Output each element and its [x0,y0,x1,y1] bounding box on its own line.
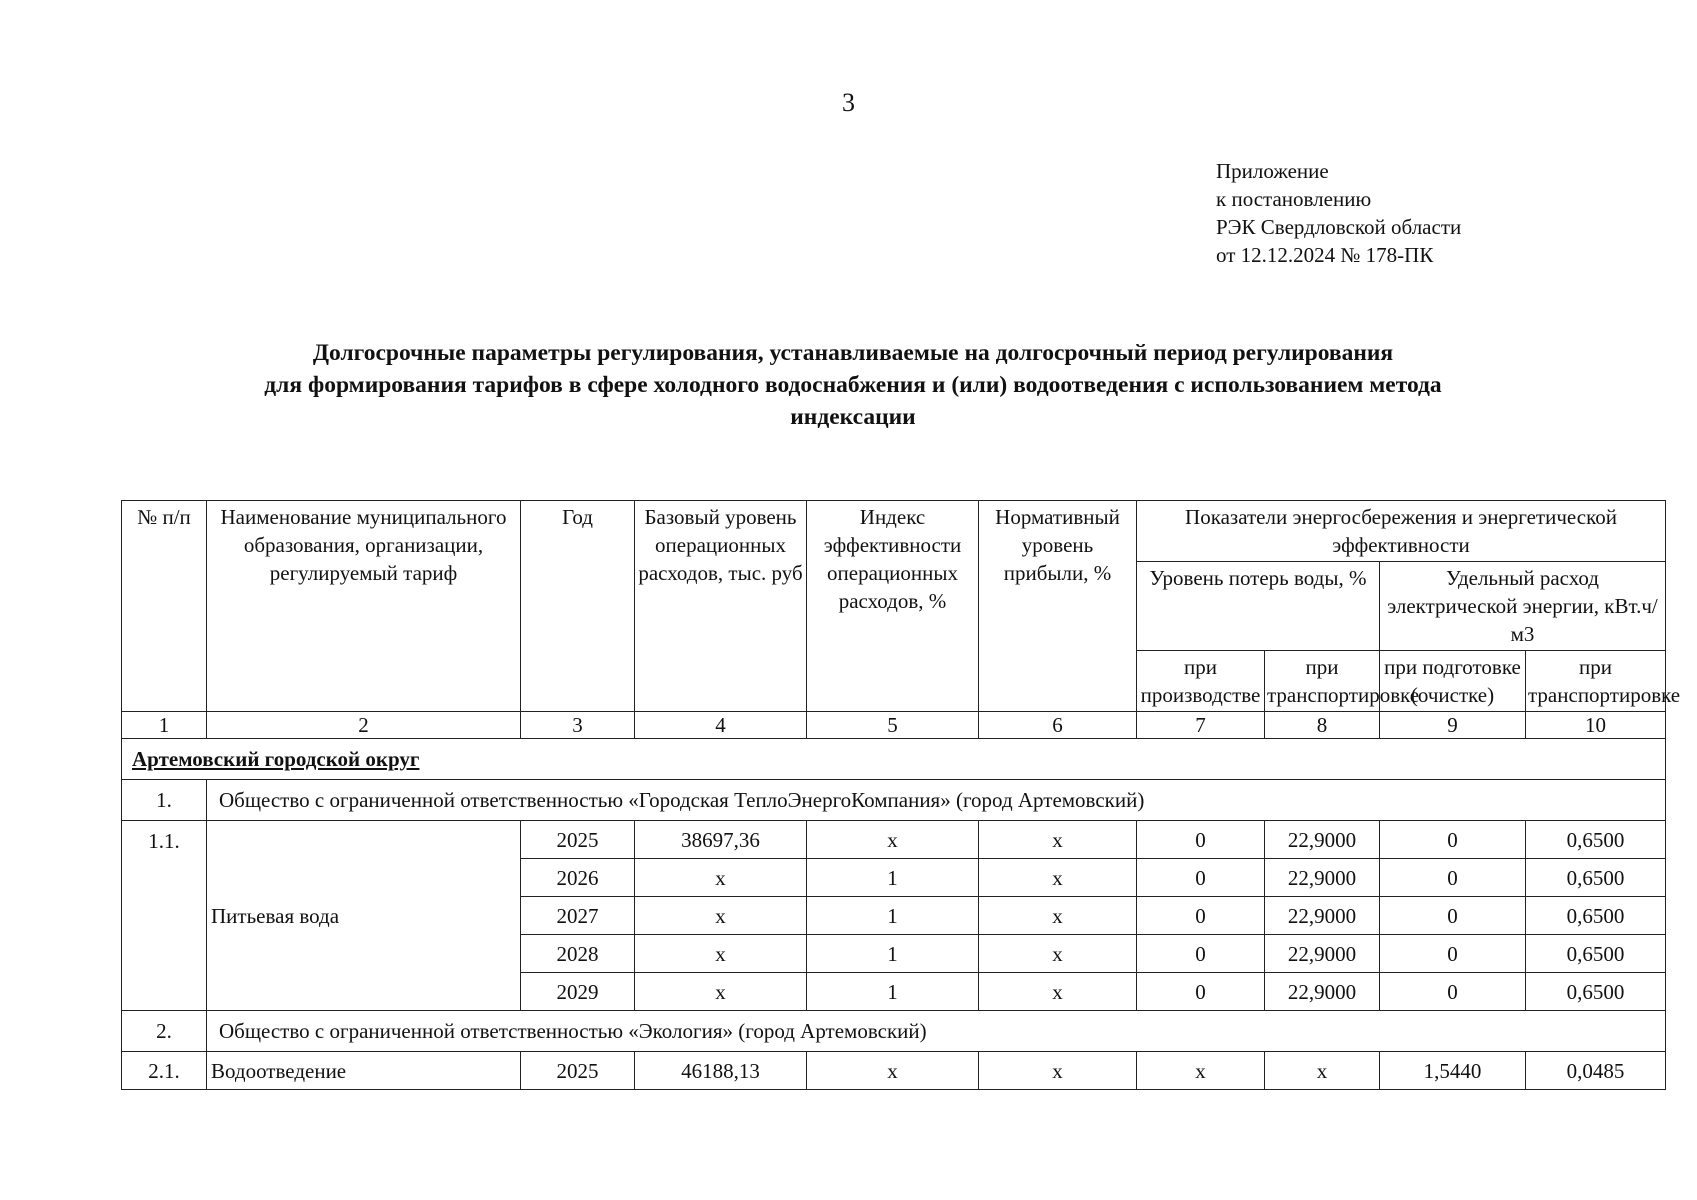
appendix-line: Приложение [1216,159,1329,183]
header-year: Год [521,501,635,712]
header-name: Наименование муниципального образования, организации, регулируемый тариф [207,501,521,712]
cell-year: 2026 [521,859,635,897]
cell-power-transport: 0,6500 [1526,897,1666,935]
cell-loss-transport: 22,9000 [1265,935,1380,973]
header-power-group: Удельный расход электрической энергии, кВт.ч/м3 [1380,562,1666,651]
cell-power-treatment: 0 [1380,935,1526,973]
organization-name: Общество с ограниченной ответственностью «Городская ТеплоЭнергоКомпания» (город Артемовский) [207,780,1666,821]
cell-base-opex: 46188,13 [635,1052,807,1090]
title-line: для формирования тарифов в сфере холодного водоснабжения и (или) водоотведения с использованием метода [264,372,1442,398]
header-profit-level: Нормативный уровень прибыли, % [979,501,1137,712]
appendix-line: от 12.12.2024 № 178-ПК [1216,243,1434,267]
cell-power-transport: 0,6500 [1526,821,1666,859]
column-number: 8 [1265,712,1380,739]
organization-name: Общество с ограниченной ответственностью «Экология» (город Артемовский) [207,1011,1666,1052]
cell-loss-transport: 22,9000 [1265,897,1380,935]
cell-power-transport: 0,6500 [1526,973,1666,1011]
table-row [122,821,1666,859]
header-base-opex: Базовый уровень операционных расходов, тыс. руб [635,501,807,712]
cell-year: 2029 [521,973,635,1011]
cell-loss-transport: x [1265,1052,1380,1090]
cell-efficiency-index: 1 [807,859,979,897]
appendix-line: к постановлению [1216,187,1372,211]
cell-loss-transport: 22,9000 [1265,973,1380,1011]
cell-loss-production: 0 [1137,973,1265,1011]
item-number: 1.1. [122,821,207,1011]
cell-year: 2025 [521,821,635,859]
cell-loss-production: 0 [1137,859,1265,897]
cell-year: 2028 [521,935,635,973]
column-number: 7 [1137,712,1265,739]
cell-profit-level: x [979,897,1137,935]
cell-loss-transport: 22,9000 [1265,859,1380,897]
cell-profit-level: x [979,859,1137,897]
cell-efficiency-index: x [807,1052,979,1090]
tariff-name: Питьевая вода [207,821,521,1011]
municipality-row [122,739,1666,780]
cell-power-treatment: 0 [1380,821,1526,859]
header-loss-group: Уровень потерь воды, % [1137,562,1380,651]
cell-base-opex: x [635,897,807,935]
cell-efficiency-index: 1 [807,897,979,935]
column-number: 5 [807,712,979,739]
cell-loss-production: 0 [1137,897,1265,935]
tariff-name: Водоотведение [207,1052,521,1090]
column-number: 9 [1380,712,1526,739]
cell-base-opex: x [635,973,807,1011]
appendix-line: РЭК Свердловской области [1216,215,1462,239]
header-num: № п/п [122,501,207,712]
header-power-transport: при транспортировке [1526,651,1666,712]
cell-power-transport: 0,0485 [1526,1052,1666,1090]
header-power-treatment: при подготовке (очистке) [1380,651,1526,712]
column-number: 6 [979,712,1137,739]
cell-profit-level: x [979,1052,1137,1090]
header-loss-production: при производстве [1137,651,1265,712]
cell-power-treatment: 1,5440 [1380,1052,1526,1090]
cell-base-opex: x [635,859,807,897]
column-number: 2 [207,712,521,739]
cell-year: 2025 [521,1052,635,1090]
cell-efficiency-index: 1 [807,935,979,973]
cell-power-treatment: 0 [1380,897,1526,935]
column-number: 4 [635,712,807,739]
header-loss-transport: при транспортировке [1265,651,1380,712]
cell-base-opex: 38697,36 [635,821,807,859]
table-row [122,1052,1666,1090]
column-number: 1 [122,712,207,739]
cell-power-transport: 0,6500 [1526,935,1666,973]
cell-power-transport: 0,6500 [1526,859,1666,897]
column-number: 3 [521,712,635,739]
municipality-name: Артемовский городской округ [122,739,1666,780]
appendix-block [1216,157,1461,269]
organization-number: 2. [122,1011,207,1052]
cell-power-treatment: 0 [1380,973,1526,1011]
cell-profit-level: x [979,973,1137,1011]
organization-number: 1. [122,780,207,821]
column-number-row [122,712,1666,739]
organization-row [122,780,1666,821]
cell-power-treatment: 0 [1380,859,1526,897]
parameters-table [121,500,1681,1090]
cell-loss-production: x [1137,1052,1265,1090]
item-number: 2.1. [122,1052,207,1090]
title-line: индексации [790,404,916,430]
document-title [110,337,1596,433]
header-energy-group: Показатели энергосбережения и энергетической эффективности [1137,501,1666,562]
cell-profit-level: x [979,821,1137,859]
column-number: 10 [1526,712,1666,739]
cell-loss-production: 0 [1137,821,1265,859]
organization-row [122,1011,1666,1052]
cell-efficiency-index: x [807,821,979,859]
cell-profit-level: x [979,935,1137,973]
cell-loss-transport: 22,9000 [1265,821,1380,859]
title-line: Долгосрочные параметры регулирования, устанавливаемые на долгосрочный период регулирования [312,340,1394,366]
cell-base-opex: x [635,935,807,973]
cell-year: 2027 [521,897,635,935]
cell-efficiency-index: 1 [807,973,979,1011]
header-efficiency-index: Индекс эффективности операционных расходов, % [807,501,979,712]
page-number: 3 [842,88,855,117]
cell-loss-production: 0 [1137,935,1265,973]
header-row [122,501,1666,562]
